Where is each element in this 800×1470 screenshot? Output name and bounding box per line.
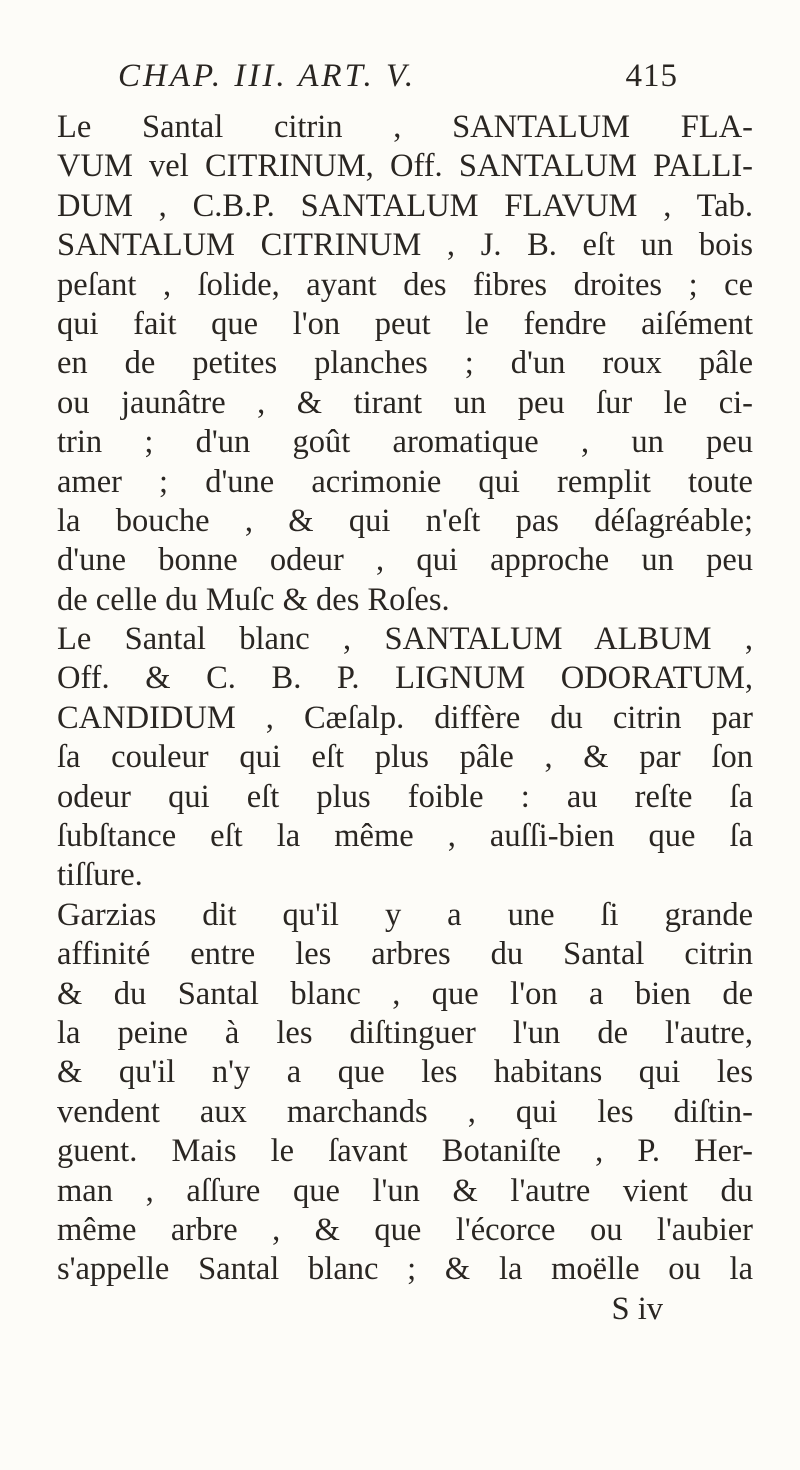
text-line: affinité entre les arbres du Santal citrin	[57, 936, 753, 973]
text-line: la bouche , & qui n'eſt pas déſagréable;	[57, 502, 753, 539]
text-line: & du Santal blanc , que l'on a bien de	[57, 975, 753, 1012]
text-line: Le Santal blanc , SANTALUM ALBUM ,	[57, 621, 753, 658]
text-line: même arbre , & que l'écorce ou l'aubier	[57, 1211, 753, 1248]
text-line: la peine à les diſtinguer l'un de l'autre,	[57, 1014, 753, 1051]
text-line: d'une bonne odeur , qui approche un peu	[57, 542, 753, 579]
text-line: ſubſtance eſt la même , auſſi-bien que ſa	[57, 818, 753, 855]
text-line: tiſſure.	[57, 857, 143, 894]
text-line: vendent aux marchands , qui les diſtin-	[57, 1093, 753, 1130]
text-line: man , aſſure que l'un & l'autre vient du	[57, 1172, 753, 1209]
text-line: ou jaunâtre , & tirant un peu ſur le ci-	[57, 384, 753, 421]
text-line: de celle du Muſc & des Roſes.	[57, 581, 450, 618]
body-text	[57, 108, 753, 1329]
text-line: en de petites planches ; d'un roux pâle	[57, 345, 753, 382]
text-line: ſa couleur qui eſt plus pâle , & par ſon	[57, 739, 753, 776]
text-line: s'appelle Santal blanc ; & la moëlle ou la	[57, 1251, 753, 1288]
text-line: peſant , ſolide, ayant des fibres droites ; ce	[57, 266, 753, 303]
text-line: Garzias dit qu'il y a une ſi grande	[57, 896, 753, 933]
text-line: guent. Mais le ſavant Botaniſte , P. Her-	[57, 1133, 753, 1170]
running-head-title: CHAP. III. ART. V.	[118, 58, 417, 94]
text-line: qui fait que l'on peut le fendre aiſément	[57, 305, 753, 342]
running-header	[118, 58, 678, 95]
text-line: odeur qui eſt plus foible : au reſte ſa	[57, 778, 753, 815]
text-line: Le Santal citrin , SANTALUM FLA-	[57, 109, 753, 145]
text-line: & qu'il n'y a que les habitans qui les	[57, 1054, 753, 1091]
text-line: trin ; d'un goût aromatique , un peu	[57, 424, 753, 461]
page-number: 415	[625, 58, 678, 94]
text-line: VUM vel CITRINUM, Off. SANTALUM PALLI-	[57, 148, 753, 185]
text-line: DUM , C.B.P. SANTALUM FLAVUM , Tab.	[57, 187, 753, 224]
text-line: Off. & C. B. P. LIGNUM ODORATUM,	[57, 660, 753, 697]
text-line: SANTALUM CITRINUM , J. B. eſt un bois	[57, 227, 753, 264]
text-line: CANDIDUM , Cæſalp. diffère du citrin par	[57, 699, 753, 736]
signature-mark: S iv	[611, 1290, 663, 1327]
text-line: amer ; d'une acrimonie qui remplit toute	[57, 463, 753, 500]
